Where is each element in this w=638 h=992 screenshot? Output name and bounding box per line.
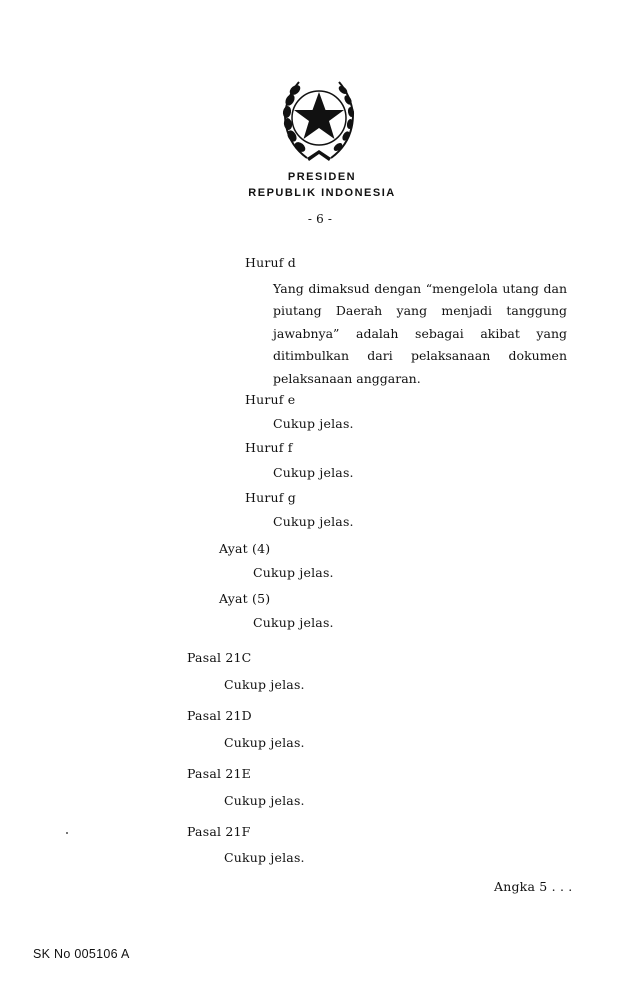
pasal-21e-text: Cukup jelas. [224, 793, 305, 808]
page-number: - 6 - [307, 212, 333, 226]
pasal-21c-label: Pasal 21C [187, 650, 252, 665]
country-title: REPUBLIK INDONESIA [248, 187, 396, 199]
pasal-21c-text: Cukup jelas. [224, 677, 305, 692]
pasal-21f-label: Pasal 21F [187, 824, 251, 839]
huruf-d-label: Huruf d [245, 255, 296, 270]
huruf-f-text: Cukup jelas. [273, 465, 354, 480]
paragraph-line: Yang dimaksud dengan “mengelola utang dan [273, 281, 567, 296]
paragraph-line: jawabnya” adalah sebagai akibat yang [273, 325, 567, 341]
document-serial-code: SK No 005106 A [33, 947, 130, 961]
ayat-5-label: Ayat (5) [219, 591, 271, 606]
huruf-e-text: Cukup jelas. [273, 416, 354, 431]
next-page-reference: Angka 5 . . . [494, 879, 573, 894]
huruf-e-label: Huruf e [245, 392, 296, 407]
scan-speck [66, 832, 68, 834]
pasal-21d-label: Pasal 21D [187, 708, 252, 723]
huruf-g-text: Cukup jelas. [273, 514, 354, 529]
huruf-g-label: Huruf g [245, 490, 296, 505]
huruf-f-label: Huruf f [245, 440, 293, 455]
ayat-4-text: Cukup jelas. [253, 565, 334, 580]
office-title: PRESIDEN [287, 171, 357, 183]
paragraph-line: piutang Daerah yang menjadi tanggung [273, 303, 567, 319]
paragraph-line: ditimbulkan dari pelaksanaan dokumen [273, 348, 567, 364]
pasal-21d-text: Cukup jelas. [224, 735, 305, 750]
ayat-4-label: Ayat (4) [219, 541, 271, 556]
paragraph-line: pelaksanaan anggaran. [273, 370, 421, 386]
huruf-d-paragraph [273, 278, 567, 390]
presidential-emblem-icon [273, 70, 365, 166]
pasal-21f-text: Cukup jelas. [224, 850, 305, 865]
ayat-5-text: Cukup jelas. [253, 615, 334, 630]
pasal-21e-label: Pasal 21E [187, 766, 251, 781]
